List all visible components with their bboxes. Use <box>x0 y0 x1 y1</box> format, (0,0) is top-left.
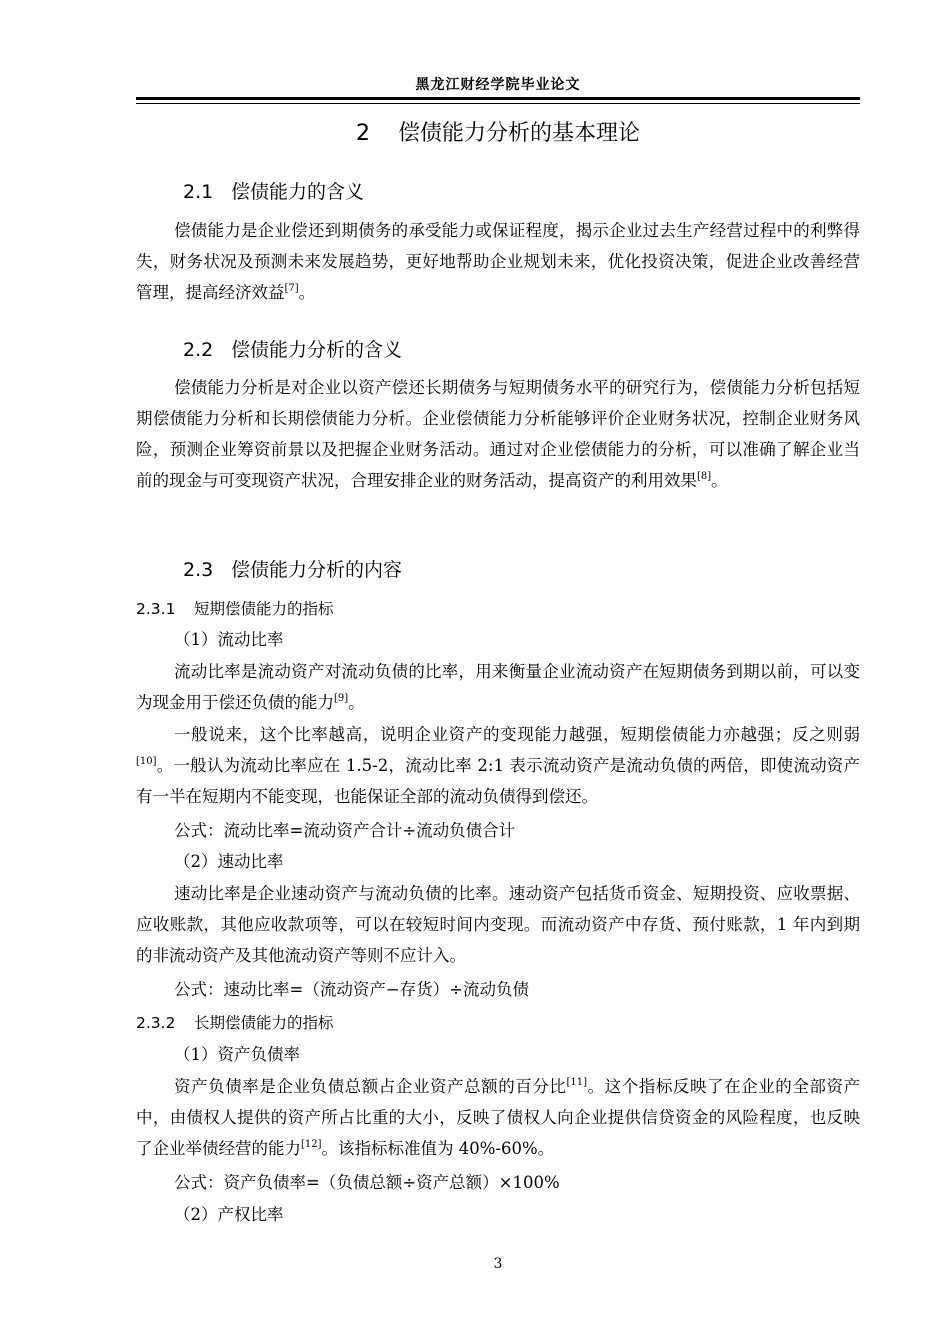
quick-ratio-paragraph: 速动比率是企业速动资产与流动负债的比率。速动资产包括货币资金、短期投资、应收票据、应收账款，其他应收款项等，可以在较短时间内变现。而流动资产中存货、预付账款，1 年内到期的非流动资产及其他流动资产等则不应计入。 <box>136 884 860 965</box>
item-debt-ratio: （1）资产负债率 <box>174 1045 300 1064</box>
subsection-2-3-1-title <box>136 597 736 619</box>
page-header: 黑龙江财经学院毕业论文 <box>415 77 581 93</box>
subsection-number: 2.3.2 <box>136 1014 176 1032</box>
section-title-text: 偿债能力的含义 <box>231 181 365 203</box>
debt-ratio-paragraph: 资产负债率是企业负债总额占企业资产总额的百分比[11]。这个指标反映了在企业的全部资产中，由债权人提供的资产所占比重的大小，反映了债权人向企业提供信贷资金的风险程度，也反映了企业举债经营的能力[12]。该指标标准值为 40%-60%。 <box>136 1077 861 1158</box>
header-rule-thick <box>136 97 860 100</box>
citation: [11] <box>566 1077 587 1088</box>
item-equity-ratio: （2）产权比率 <box>174 1205 284 1224</box>
section-2-1-paragraph: 偿债能力是企业偿还到期债务的承受能力或保证程度，揭示企业过去生产经营过程中的利弊得失，财务状况及预测未来发展趋势，更好地帮助企业规划未来，优化投资决策，促进企业改善经营管理，提高经济效益[7]。 <box>136 221 860 302</box>
section-title-text: 偿债能力分析的含义 <box>231 339 403 361</box>
item-quick-ratio: （2）速动比率 <box>174 852 284 871</box>
page-number: 3 <box>493 1256 503 1272</box>
chapter-title-text: 偿债能力分析的基本理论 <box>397 121 640 146</box>
subsection-title-text: 长期偿债能力的指标 <box>194 1014 334 1032</box>
chapter-number: 2 <box>356 121 370 146</box>
section-2-1-title <box>183 177 783 204</box>
section-number: 2.1 <box>183 181 214 203</box>
current-ratio-explanation: 一般说来，这个比率越高，说明企业资产的变现能力越强，短期偿债能力亦越强；反之则弱[10]。一般认为流动比率应在 1.5-2，流动比率 2:1 表示流动资产是流动负债的两倍，即使流动资产有一半在短期内不能变现，也能保证全部的流动负债得到偿还。 <box>136 725 860 806</box>
section-number: 2.2 <box>183 339 214 361</box>
chapter-title <box>136 116 860 147</box>
formula-debt-ratio: 公式：资产负债率=（负债总额÷资产总额）×100% <box>174 1173 560 1192</box>
subsection-title-text: 短期偿债能力的指标 <box>194 600 334 618</box>
section-number: 2.3 <box>183 559 214 581</box>
formula-current-ratio: 公式：流动比率=流动资产合计÷流动负债合计 <box>174 821 516 840</box>
citation: [12] <box>301 1139 322 1150</box>
citation: [7] <box>284 283 299 294</box>
item-current-ratio: （1）流动比率 <box>174 630 284 649</box>
section-title-text: 偿债能力分析的内容 <box>231 559 403 581</box>
current-ratio-paragraph: 流动比率是流动资产对流动负债的比率，用来衡量企业流动资产在短期债务到期以前，可以变为现金用于偿还负债的能力[9]。 <box>136 662 860 712</box>
section-2-2-paragraph: 偿债能力分析是对企业以资产偿还长期债务与短期债务水平的研究行为，偿债能力分析包括短期偿债能力分析和长期偿债能力分析。企业偿债能力分析能够评价企业财务状况，控制企业财务风险，预测企业筹资前景以及把握企业财务活动。通过对企业偿债能力的分析，可以准确了解企业当前的现金与可变现资产状况，合理安排企业的财务活动，提高资产的利用效果[8]。 <box>136 378 860 490</box>
section-2-3-title <box>183 555 783 582</box>
citation: [10] <box>136 756 157 767</box>
subsection-number: 2.3.1 <box>136 600 176 618</box>
header-rule-thin <box>136 103 860 104</box>
formula-quick-ratio: 公式：速动比率=（流动资产−存货）÷流动负债 <box>174 980 529 999</box>
citation: [8] <box>697 471 712 482</box>
subsection-2-3-2-title <box>136 1011 736 1033</box>
section-2-2-title <box>183 335 783 362</box>
citation: [9] <box>334 693 349 704</box>
